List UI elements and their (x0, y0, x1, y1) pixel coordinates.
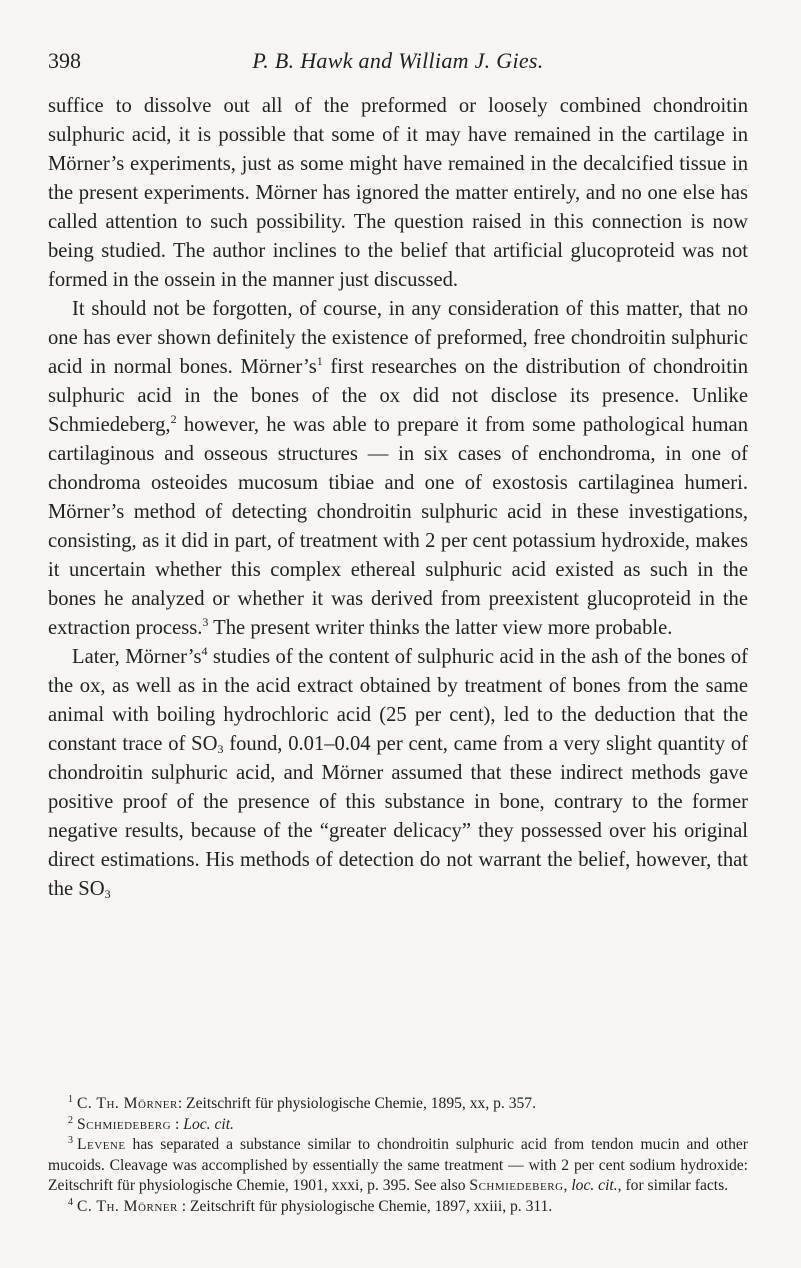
paragraph-3-text-c: found, 0.01–0.04 per cent, came from a very slight quantity of chondroitin sulphuric acid, and Mörner assumed that these indirect methods gave positive proof of the presence of this substance in bone, contrary to the former negative results, because of the “greater delicacy” they possessed over his original direct estimations. His methods of detection do not warrant the belief, however, that the SO (48, 733, 748, 900)
paragraph-2-text-a: It should not be forgotten, of course, in any consideration of this matter, that no one has ever shown definitely the existence of preformed, free chondroitin sulphuric acid in normal bones. Mörner’s (48, 298, 748, 378)
footnote-number: 2 (68, 1114, 73, 1126)
footnote-ref-2: 2 (170, 412, 177, 426)
paragraph-3 (48, 643, 748, 904)
footnote-text: has separated a substance similar to chondroitin sulphuric acid from tendon mucin and other mucoids. Cleavage was accomplished by essentially the same treatment — with 2 per cent sodium hydroxide: Zeitschrift für physiologische Chemie, 1901, xxxi, p. 395. See also (48, 1136, 748, 1194)
footnote-4 (48, 1197, 748, 1218)
footnote-number: 1 (68, 1094, 73, 1105)
body-text (48, 92, 748, 904)
footnote-text: loc. cit. (571, 1177, 618, 1194)
footnote-author: Levene (77, 1136, 126, 1153)
paragraph-2 (48, 295, 748, 643)
paragraph-2-text-d: The present writer thinks the latter view more probable. (208, 617, 673, 639)
page-header (48, 48, 748, 78)
footnote-author: C. Th. Mörner (77, 1095, 178, 1112)
paragraph-1-text: suffice to dissolve out all of the preformed or loosely combined chondroitin sulphuric acid, it is possible that some of it may have remained in the cartilage in Mörner’s experiments, just as some might have remained in the decalcified tissue in the present experiments. Mörner has ignored the matter entirely, and no one else has called attention to such possibility. The question raised in this connection is now being studied. The author inclines to the belief that artificial glucoproteid was not formed in the ossein in the manner just discussed. (48, 95, 748, 291)
footnote-1 (48, 1094, 748, 1115)
footnote-text: : Zeitschrift für physiologische Chemie, 1897, xxiii, p. 311. (177, 1197, 553, 1215)
footnote-2 (48, 1115, 748, 1136)
paragraph-2-text-c: however, he was able to prepare it from some pathological human cartilaginous and osseous structures — in six cases of enchondroma, in one of chondroma osteoides mucosum tibiae and one of exostosis cartilaginea humeri. Mörner’s method of detecting chondroitin sulphuric acid in these investigations, consisting, as it did in part, of treatment with 2 per cent potassium hydroxide, makes it uncertain whether this complex ethereal sulphuric acid existed as such in the bones he analyzed or whether it was derived from preexistent glucoproteid in the extraction process. (48, 414, 748, 639)
footnote-text: , (563, 1177, 572, 1194)
footnote-author: Schmiedeberg (469, 1177, 564, 1194)
footnote-3 (48, 1135, 748, 1197)
footnote-author: C. Th. Mörner (77, 1197, 178, 1215)
footnote-text: , for similar facts. (617, 1177, 729, 1194)
footnote-number: 4 (68, 1196, 73, 1208)
footnote-ref-3: 3 (202, 615, 209, 629)
footnote-author: Schmiedeberg (77, 1115, 172, 1133)
page-number: 398 (48, 48, 81, 73)
paragraph-3-text-a: Later, Mörner’s (72, 646, 202, 668)
paragraph-3-text-b: studies of the content of sulphuric acid in the ash of the bones of the ox, as well as in the acid extract obtained by treatment of bones from the same animal with boiling hydrochloric acid (25 per cent), led to the deduction that the constant trace of SO (48, 646, 748, 755)
footnote-number: 3 (68, 1135, 73, 1146)
running-head: P. B. Hawk and William J. Gies. (252, 48, 544, 73)
subscript-3: 3 (217, 742, 224, 756)
subscript-3: 3 (104, 887, 111, 901)
footnote-ref-4: 4 (201, 644, 208, 658)
footnote-separator: : (171, 1115, 184, 1133)
paragraph-1 (48, 92, 748, 295)
footnote-text: : Zeitschrift für physiologische Chemie, 1895, xx, p. 357. (177, 1095, 536, 1112)
footnote-ref-1: 1 (316, 354, 323, 368)
footnotes (48, 1094, 748, 1217)
footnote-text: Loc. cit. (183, 1115, 234, 1133)
paragraph-2-text-b: first researches on the distribution of chondroitin sulphuric acid in the bones of the ox did not disclose its presence. Unlike Schmiedeberg, (48, 356, 749, 436)
